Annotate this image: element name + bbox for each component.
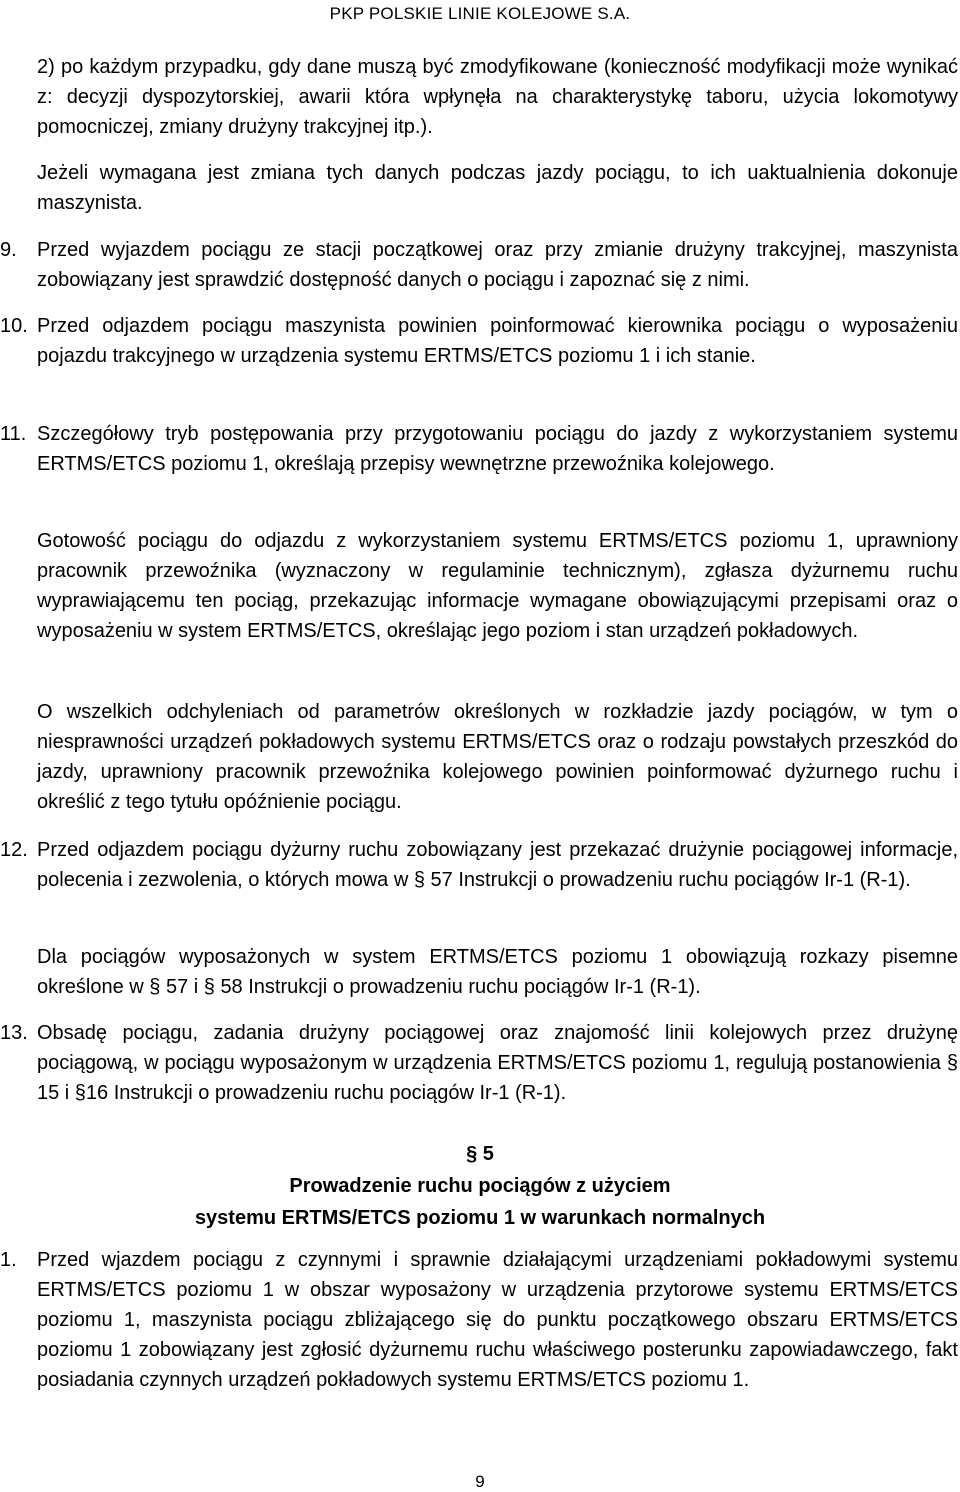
paragraph: Jeżeli wymagana jest zmiana tych danych podczas jazdy pociągu, to ich uaktualnienia dokonuje maszynista. <box>37 162 958 214</box>
item-number: 9. <box>0 239 17 261</box>
item-number: 12. <box>0 839 28 861</box>
item-text: Obsadę pociągu, zadania drużyny pociągowej oraz znajomość linii kolejowych przez drużynę pociągową, w pociągu wyposażonym w urządzenia ERTMS/ETCS poziomu 1, regulują postanowienia § 15 i §16 Instrukcji o prowadzeniu ruchu pociągów Ir-1 (R-1). <box>37 1022 958 1104</box>
page-number: 9 <box>475 1472 485 1491</box>
item-text: Przed odjazdem pociągu maszynista powinien poinformować kierownika pociągu o wyposażeniu pojazdu trakcyjnego w urządzenia systemu ERTMS/ETCS poziomu 1 i ich stanie. <box>37 315 958 367</box>
section-title-line1: Prowadzenie ruchu pociągów z użyciem <box>289 1175 671 1197</box>
item-text: Przed wjazdem pociągu z czynnymi i sprawnie działającymi urządzeniami pokładowymi systemu ERTMS/ETCS poziomu 1 w obszar wyposażony w urządzenia przytorowe systemu ERTMS/ETCS poziomu 1, maszynista pociągu zbliżającego się do punktu początkowego obszaru ERTMS/ETCS poziomu 1 zobowiązany jest zgłosić dyżurnemu ruchu właściwego posterunku zapowiadawczego, fakt posiadania czynnych urządzeń pokładowych systemu ERTMS/ETCS poziomu 1. <box>37 1249 958 1391</box>
item-number: 1. <box>0 1249 17 1271</box>
paragraph: Dla pociągów wyposażonych w system ERTMS/ETCS poziomu 1 obowiązują rozkazy pisemne określone w § 57 i § 58 Instrukcji o prowadzeniu ruchu pociągów Ir-1 (R-1). <box>37 946 958 998</box>
item-number: 10. <box>0 315 28 337</box>
paragraph: Gotowość pociągu do odjazdu z wykorzystaniem systemu ERTMS/ETCS poziomu 1, uprawniony pracownik przewoźnika (wyznaczony w regulaminie technicznym), zgłasza dyżurnemu ruchu wyprawiającemu ten pociąg, przekazując informacje wymagane obowiązującymi przepisami oraz o wyposażeniu w system ERTMS/ETCS, określając jego poziom i stan urządzeń pokładowych. <box>37 530 958 642</box>
list-item-2: 2) po każdym przypadku, gdy dane muszą być zmodyfikowane (konieczność modyfikacji może wynikać z: decyzji dyspozytorskiej, awarii która wpłynęła na charakterystykę taboru, użycia lokomotywy pomocniczej, zmiany drużyny trakcyjnej itp.). <box>37 56 958 138</box>
item-text: Szczegółowy tryb postępowania przy przygotowaniu pociągu do jazdy z wykorzystaniem systemu ERTMS/ETCS poziomu 1, określają przepisy wewnętrzne przewoźnika kolejowego. <box>37 423 958 475</box>
item-text: Przed wyjazdem pociągu ze stacji początkowej oraz przy zmianie drużyny trakcyjnej, maszynista zobowiązany jest sprawdzić dostępność danych o pociągu i zapoznać się z nimi. <box>37 239 958 291</box>
section-number: § 5 <box>466 1143 494 1165</box>
item-number: 13. <box>0 1022 28 1044</box>
paragraph: O wszelkich odchyleniach od parametrów określonych w rozkładzie jazdy pociągów, w tym o niesprawności urządzeń pokładowych systemu ERTMS/ETCS oraz o rodzaju powstałych przeszkód do jazdy, uprawniony pracownik przewoźnika kolejowego powinien poinformować dyżurnego ruchu i określić z tego tytułu opóźnienie pociągu. <box>37 701 958 813</box>
item-number: 11. <box>0 423 27 445</box>
section-title-line2: systemu ERTMS/ETCS poziomu 1 w warunkach normalnych <box>194 1207 766 1229</box>
item-text: Przed odjazdem pociągu dyżurny ruchu zobowiązany jest przekazać drużynie pociągowej informacje, polecenia i zezwolenia, o których mowa w § 57 Instrukcji o prowadzeniu ruchu pociągów Ir-1 (R-1). <box>37 839 958 891</box>
page-header: PKP POLSKIE LINIE KOLEJOWE S.A. <box>329 4 631 23</box>
